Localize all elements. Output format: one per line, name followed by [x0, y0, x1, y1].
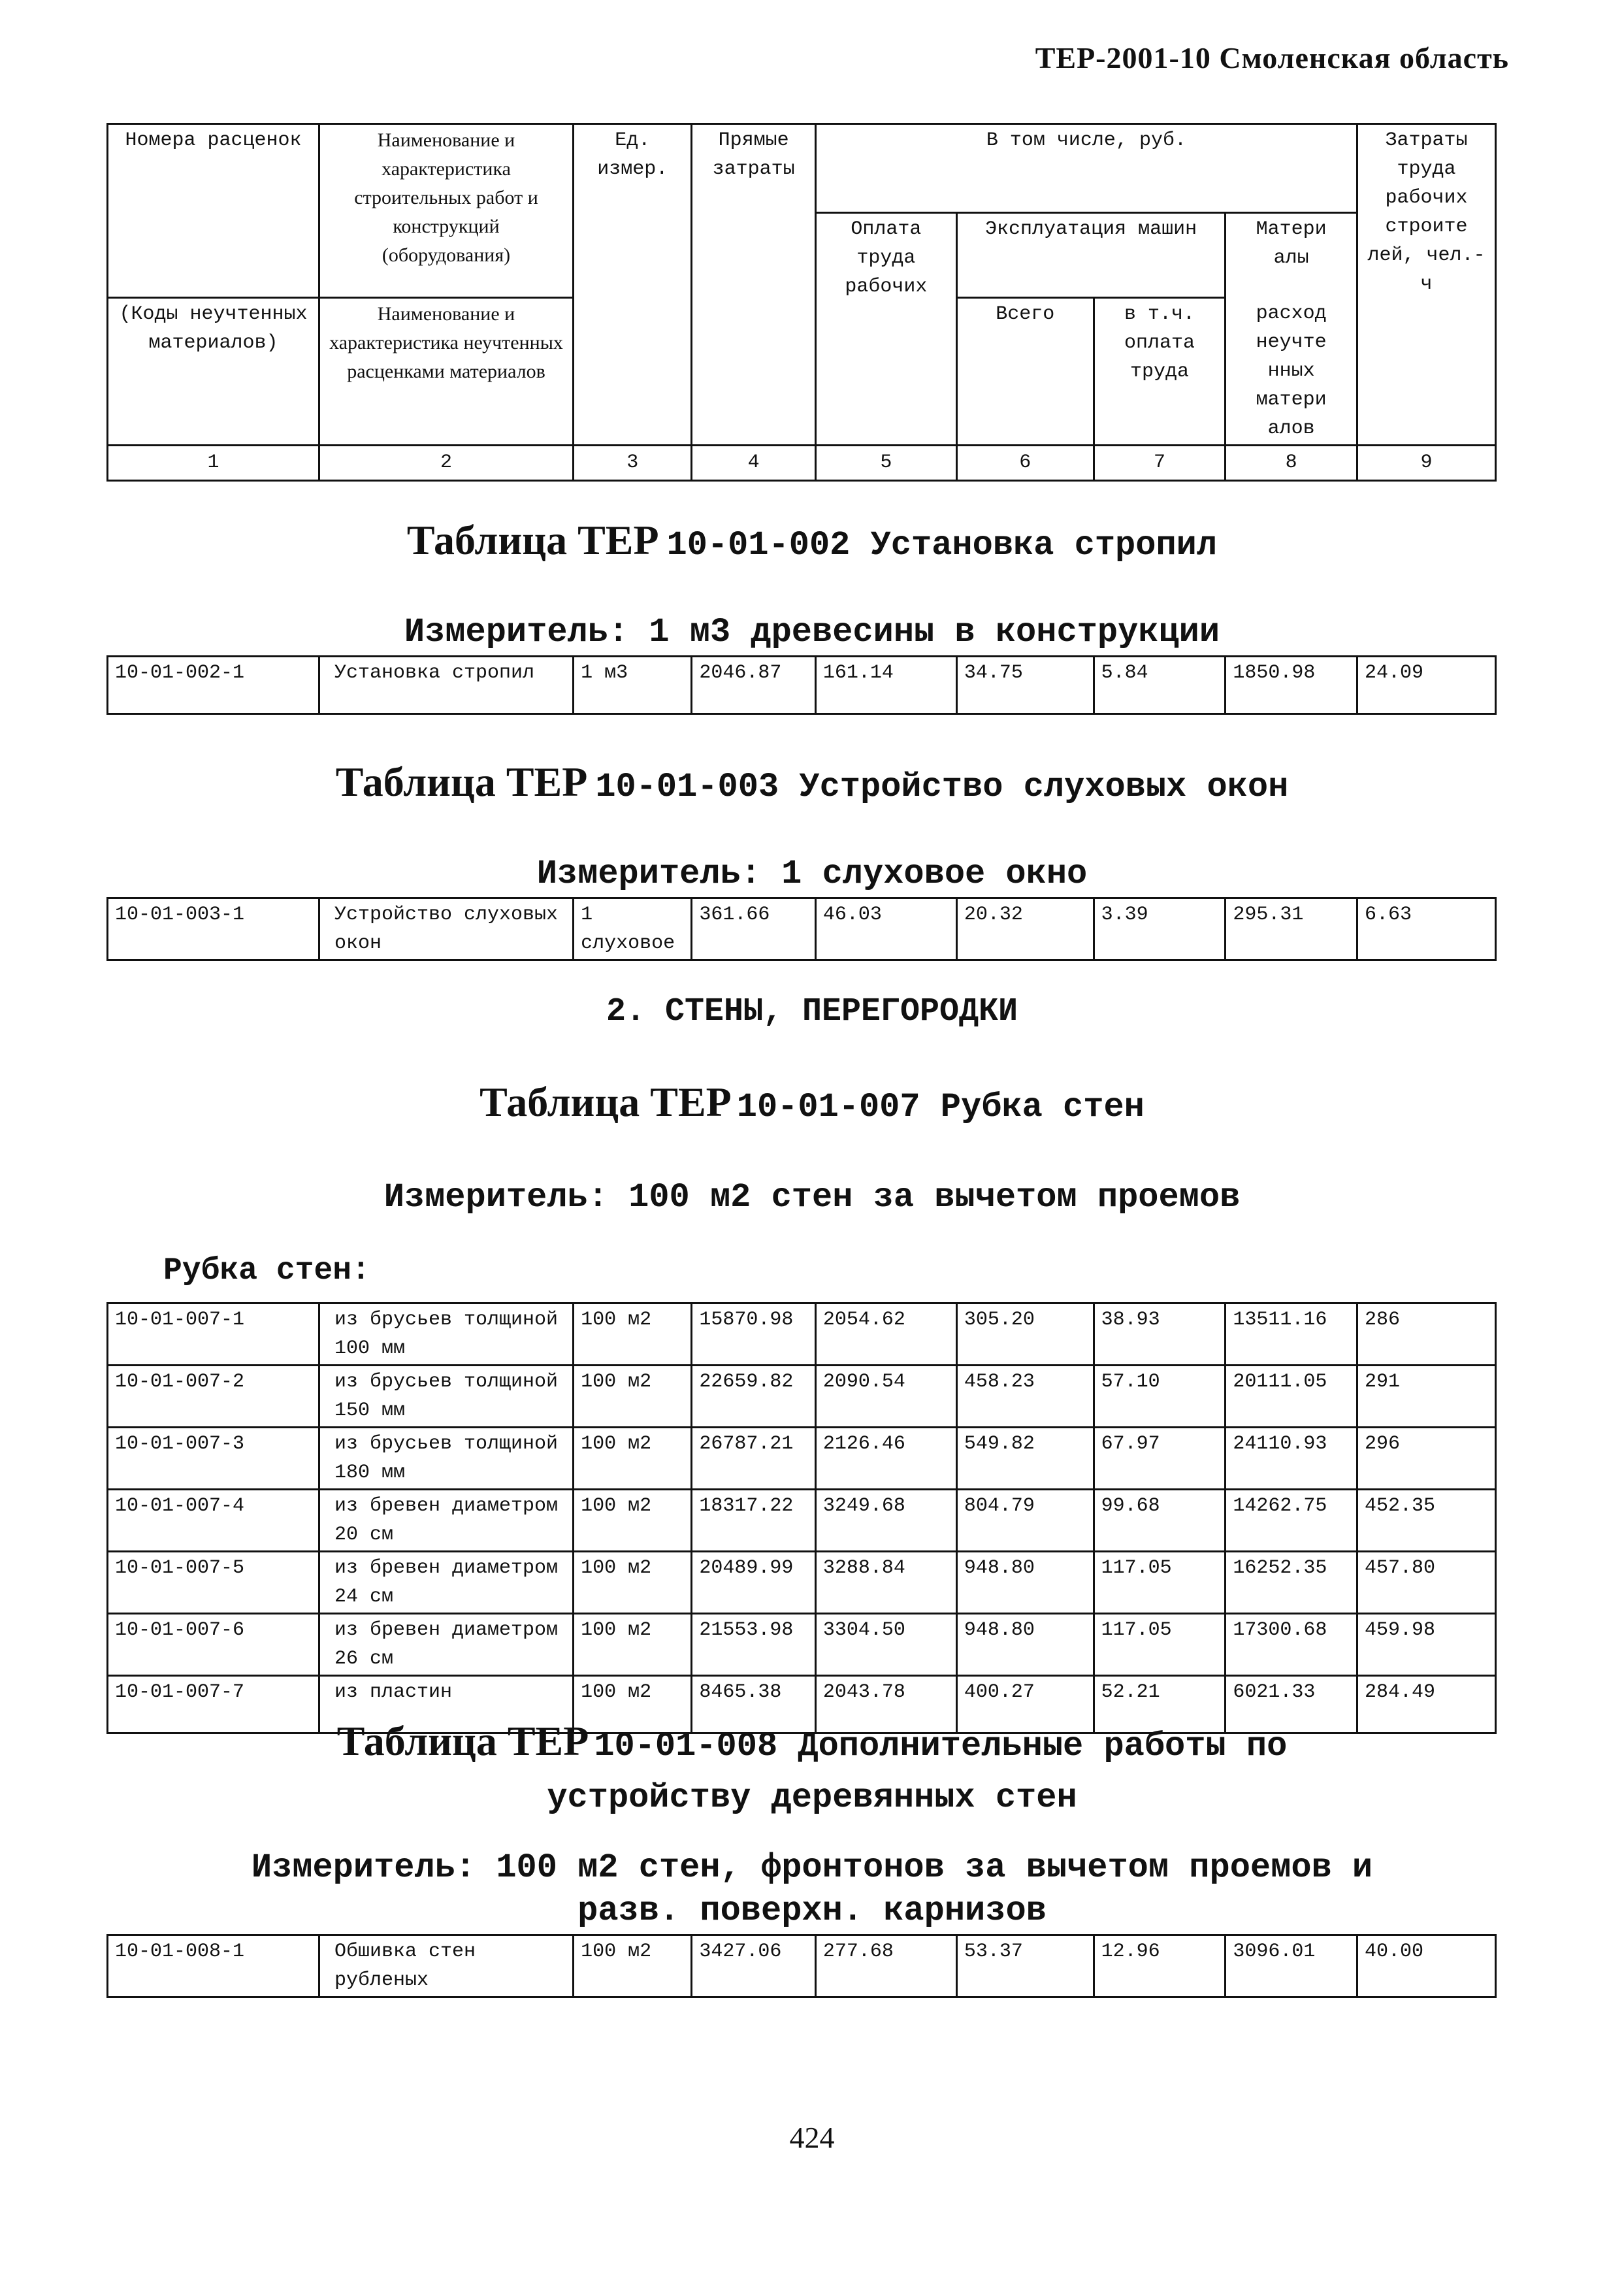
table-row	[108, 1428, 1496, 1490]
document-header: ТЕР-2001-10 Смоленская область	[1035, 41, 1509, 74]
table-cell: 3.39	[1094, 898, 1226, 960]
col-num: 5	[815, 445, 956, 480]
table-prefix: Таблица ТЕР	[479, 1079, 732, 1125]
column-header-table	[106, 123, 1497, 482]
table-cell: 400.27	[956, 1676, 1094, 1733]
table-cell: 117.05	[1094, 1614, 1226, 1676]
table-cell: 13511.16	[1226, 1303, 1357, 1366]
table-cell: 18317.22	[692, 1490, 815, 1552]
table-title	[0, 1078, 1624, 1126]
group-label: Рубка стен:	[163, 1253, 370, 1288]
header-codes: Номера расценок	[108, 124, 319, 298]
header-machines: Эксплуатация машин	[956, 213, 1226, 298]
table-cell: 2126.46	[815, 1428, 956, 1490]
header-machines-wages: в т.ч. оплата труда	[1094, 298, 1226, 446]
table-cell: 1850.98	[1226, 657, 1357, 714]
table-cell: 17300.68	[1226, 1614, 1357, 1676]
table-cell: 1 слуховое	[574, 898, 692, 960]
table-cell: 549.82	[956, 1428, 1094, 1490]
table-cell: 100 м2	[574, 1428, 692, 1490]
table-cell: 46.03	[815, 898, 956, 960]
table-cell: 21553.98	[692, 1614, 815, 1676]
table-cell: 34.75	[956, 657, 1094, 714]
table-cell: 361.66	[692, 898, 815, 960]
table-cell: 3096.01	[1226, 1935, 1357, 1997]
rates-table	[106, 1302, 1497, 1734]
section-title: 2. СТЕНЫ, ПЕРЕГОРОДКИ	[606, 993, 1018, 1030]
table-cell: из брусьев толщиной 180 мм	[319, 1428, 573, 1490]
table-row	[108, 898, 1496, 960]
table-cell: Устройство слуховых окон	[319, 898, 573, 960]
table-cell: 6021.33	[1226, 1676, 1357, 1733]
table-cell: 100 м2	[574, 1614, 692, 1676]
col-num: 3	[574, 445, 692, 480]
table-cell: 305.20	[956, 1303, 1094, 1366]
table-name: 10-01-003 Устройство слуховых окон	[595, 768, 1289, 806]
table-cell: 100 м2	[574, 1303, 692, 1366]
header-direct-costs: Прямые затраты	[692, 124, 815, 446]
header-material-consumption: расход неучте нных матери алов	[1226, 298, 1357, 446]
table-cell: 24110.93	[1226, 1428, 1357, 1490]
table-cell: 26787.21	[692, 1428, 815, 1490]
table-cell: 457.80	[1357, 1552, 1496, 1614]
header-unit: Ед. измер.	[574, 124, 692, 446]
table-cell: 117.05	[1094, 1552, 1226, 1614]
table-cell: 100 м2	[574, 1676, 692, 1733]
table-cell: 10-01-007-4	[108, 1490, 319, 1552]
table-cell: 10-01-007-3	[108, 1428, 319, 1490]
table-cell: 5.84	[1094, 657, 1226, 714]
header-labor: Затраты труда рабочих строите лей, чел.-ч	[1357, 124, 1496, 446]
table-cell: 2043.78	[815, 1676, 956, 1733]
table-cell: 14262.75	[1226, 1490, 1357, 1552]
table-cell: 10-01-007-6	[108, 1614, 319, 1676]
col-num: 6	[956, 445, 1094, 480]
table-cell: из пластин	[319, 1676, 573, 1733]
col-num: 8	[1226, 445, 1357, 480]
col-num: 2	[319, 445, 573, 480]
table-cell: 100 м2	[574, 1490, 692, 1552]
table-cell: 10-01-008-1	[108, 1935, 319, 1997]
table-cell: 2054.62	[815, 1303, 956, 1366]
rates-table	[106, 1934, 1497, 1998]
table-cell: 3427.06	[692, 1935, 815, 1997]
table-cell: 3288.84	[815, 1552, 956, 1614]
table-cell: 458.23	[956, 1366, 1094, 1428]
table-row	[108, 1366, 1496, 1428]
table-cell: 804.79	[956, 1490, 1094, 1552]
table-cell: 2046.87	[692, 657, 815, 714]
header-wages: Оплата труда рабочих	[815, 213, 956, 372]
table-cell: 3304.50	[815, 1614, 956, 1676]
table-row	[108, 1552, 1496, 1614]
header-materials: Матери алы	[1226, 213, 1357, 298]
table-cell: Обшивка стен рубленых	[319, 1935, 573, 1997]
measure-unit: Измеритель: 1 слуховое окно	[536, 855, 1088, 893]
table-cell: 10-01-007-5	[108, 1552, 319, 1614]
table-title	[0, 1718, 1624, 1827]
table-row	[108, 1935, 1496, 1997]
header-material-codes: (Коды неучтенных материалов)	[108, 298, 319, 446]
table-cell: 15870.98	[692, 1303, 815, 1366]
table-row	[108, 1303, 1496, 1366]
table-cell: из бревен диаметром 26 см	[319, 1614, 573, 1676]
table-cell: 100 м2	[574, 1552, 692, 1614]
table-cell: 67.97	[1094, 1428, 1226, 1490]
table-cell: 20489.99	[692, 1552, 815, 1614]
col-num: 1	[108, 445, 319, 480]
table-cell: 8465.38	[692, 1676, 815, 1733]
table-cell: 1 м3	[574, 657, 692, 714]
table-cell: 57.10	[1094, 1366, 1226, 1428]
table-cell: 10-01-007-1	[108, 1303, 319, 1366]
table-cell: 291	[1357, 1366, 1496, 1428]
measure-unit	[0, 1846, 1624, 1933]
col-num: 7	[1094, 445, 1226, 480]
table-cell: 10-01-007-2	[108, 1366, 319, 1428]
table-cell: 296	[1357, 1428, 1496, 1490]
col-num: 4	[692, 445, 815, 480]
table-cell: 20.32	[956, 898, 1094, 960]
table-cell: 40.00	[1357, 1935, 1496, 1997]
table-cell: 52.21	[1094, 1676, 1226, 1733]
table-cell: 286	[1357, 1303, 1496, 1366]
table-cell: 10-01-002-1	[108, 657, 319, 714]
page-number: 424	[789, 2121, 835, 2154]
table-cell: 284.49	[1357, 1676, 1496, 1733]
measure-unit: Измеритель: 1 м3 древесины в конструкции	[404, 613, 1220, 651]
table-prefix: Таблица ТЕР	[335, 759, 588, 805]
table-cell: 10-01-007-7	[108, 1676, 319, 1733]
table-cell: Установка стропил	[319, 657, 573, 714]
table-cell: 22659.82	[692, 1366, 815, 1428]
table-cell: 53.37	[956, 1935, 1094, 1997]
table-prefix: Таблица ТЕР	[406, 517, 659, 563]
table-cell: 277.68	[815, 1935, 956, 1997]
table-row	[108, 657, 1496, 714]
measure-unit: Измеритель: 100 м2 стен за вычетом проемов	[383, 1178, 1241, 1217]
rates-table	[106, 655, 1497, 715]
table-title	[0, 516, 1624, 565]
table-cell: 948.80	[956, 1552, 1094, 1614]
table-name: 10-01-002 Установка стропил	[666, 526, 1218, 565]
table-cell: 99.68	[1094, 1490, 1226, 1552]
table-name-cont: устройству деревянных стен	[547, 1778, 1077, 1817]
measure-line: разв. поверхн. карнизов	[577, 1892, 1047, 1930]
table-cell: из бревен диаметром 20 см	[319, 1490, 573, 1552]
table-cell: 459.98	[1357, 1614, 1496, 1676]
table-cell: 100 м2	[574, 1935, 692, 1997]
table-row	[108, 1614, 1496, 1676]
table-cell: 38.93	[1094, 1303, 1226, 1366]
table-cell: 16252.35	[1226, 1552, 1357, 1614]
header-including: В том числе, руб.	[815, 124, 1357, 213]
rates-table	[106, 897, 1497, 961]
table-name: 10-01-007 Рубка стен	[736, 1088, 1145, 1126]
table-cell: 24.09	[1357, 657, 1496, 714]
table-cell: из брусьев толщиной 100 мм	[319, 1303, 573, 1366]
table-prefix: Таблица ТЕР	[336, 1718, 589, 1764]
table-cell: 3249.68	[815, 1490, 956, 1552]
table-title	[0, 758, 1624, 806]
col-num: 9	[1357, 445, 1496, 480]
header-machines-total: Всего	[956, 298, 1094, 446]
table-cell: из брусьев толщиной 150 мм	[319, 1366, 573, 1428]
table-row	[108, 1490, 1496, 1552]
header-name: Наименование и характеристика строительных работ и конструкций (оборудования)	[319, 124, 573, 298]
table-cell: 12.96	[1094, 1935, 1226, 1997]
table-cell: 6.63	[1357, 898, 1496, 960]
table-cell: 2090.54	[815, 1366, 956, 1428]
table-name: 10-01-008 Дополнительные работы по	[594, 1727, 1288, 1765]
table-cell: 948.80	[956, 1614, 1094, 1676]
measure-line: Измеритель: 100 м2 стен, фронтонов за вычетом проемов и	[251, 1848, 1373, 1887]
table-cell: 10-01-003-1	[108, 898, 319, 960]
table-cell: 100 м2	[574, 1366, 692, 1428]
table-cell: из бревен диаметром 24 см	[319, 1552, 573, 1614]
table-cell: 295.31	[1226, 898, 1357, 960]
header-material-names: Наименование и характеристика неучтенных расценками материалов	[319, 298, 573, 446]
table-cell: 161.14	[815, 657, 956, 714]
table-cell: 20111.05	[1226, 1366, 1357, 1428]
table-cell: 452.35	[1357, 1490, 1496, 1552]
